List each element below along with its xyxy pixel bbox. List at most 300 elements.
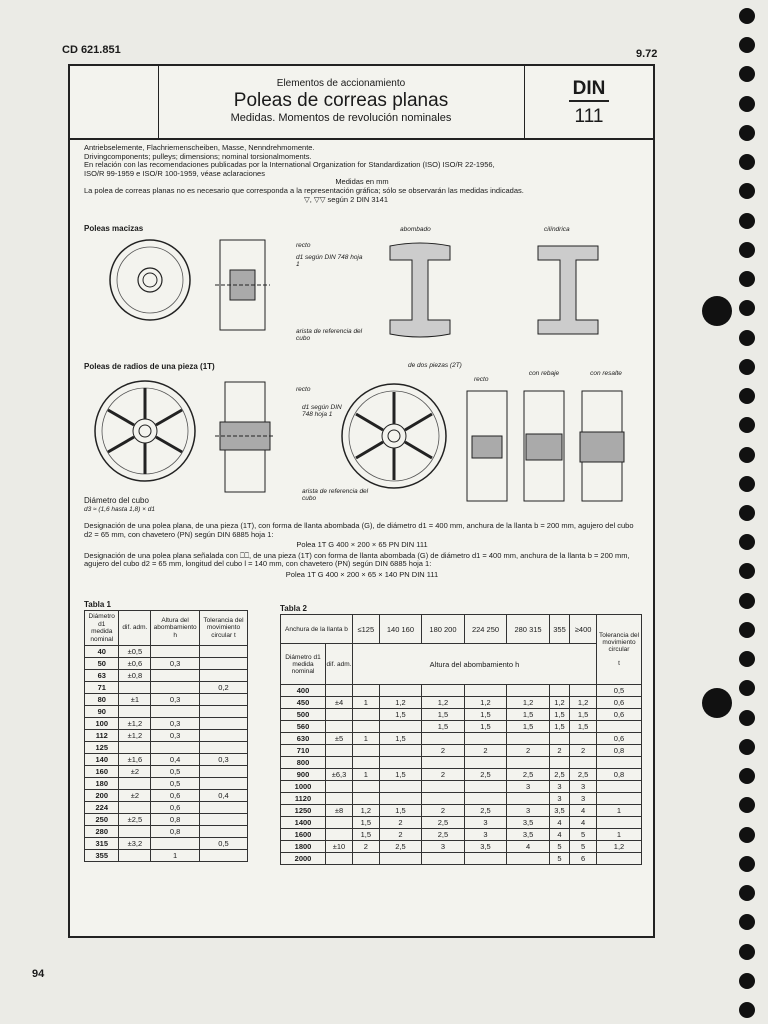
- table1-cell-h: 0,3: [151, 718, 200, 730]
- table1-cell-d: 40: [85, 646, 119, 658]
- table1-row: [85, 838, 248, 850]
- table1-cell-dif: [119, 802, 151, 814]
- table2-cell-value: 4: [570, 817, 597, 829]
- table2-cell-d: 450: [281, 697, 326, 709]
- table2-cell-value: [353, 793, 380, 805]
- classification-code: CD 621.851: [62, 44, 121, 56]
- t2-head-anchura: Anchura de la llanta b: [281, 615, 353, 644]
- table2-cell-d: 1000: [281, 781, 326, 793]
- table1-cell-h: 0,5: [151, 778, 200, 790]
- table2-cell-value: [507, 733, 550, 745]
- table2-row: [281, 733, 642, 745]
- table2-cell-value: 1,2: [570, 697, 597, 709]
- table1-cell-d: 100: [85, 718, 119, 730]
- table1-row: [85, 730, 248, 742]
- table1-cell-t: [199, 694, 247, 706]
- table2-row: [281, 697, 642, 709]
- hub-diameter-formula: d3 ≈ (1,6 hasta 1,8) × d1: [84, 506, 155, 513]
- table2-cell-value: 5: [549, 841, 569, 853]
- table2-cell-value: 6: [570, 853, 597, 865]
- table2-cell-dif: [326, 817, 353, 829]
- table2-cell-value: 3: [549, 793, 569, 805]
- table1-cell-dif: [119, 850, 151, 862]
- table2-cell-t: [597, 853, 642, 865]
- table1-cell-d: 112: [85, 730, 119, 742]
- table1-cell-t: [199, 778, 247, 790]
- sheet-header: [70, 66, 653, 140]
- table2-row: [281, 769, 642, 781]
- table2-cell-value: [570, 757, 597, 769]
- table1-cell-dif: ±2: [119, 766, 151, 778]
- table2-cell-dif: [326, 685, 353, 697]
- table1-cell-h: 0,6: [151, 790, 200, 802]
- table2-cell-value: 1,2: [422, 697, 465, 709]
- table2-cell-value: 1,2: [549, 697, 569, 709]
- table1-cell-t: [199, 850, 247, 862]
- table2-cell-value: 1,5: [507, 709, 550, 721]
- table1-cell-t: 0,5: [199, 838, 247, 850]
- table1-cell-h: 1: [151, 850, 200, 862]
- table2-cell-value: [422, 733, 465, 745]
- t1-head-dif: dif. adm.: [119, 611, 151, 646]
- table2-cell-value: 2,5: [379, 841, 422, 853]
- table2-cell-value: 2: [570, 745, 597, 757]
- table2-cell-value: 1,5: [379, 805, 422, 817]
- label-recto: recto: [296, 242, 311, 249]
- label-din748: d1 según DIN 748 hoja 1: [296, 254, 363, 268]
- table1-row: [85, 682, 248, 694]
- table1-row: [85, 694, 248, 706]
- solid-pulley-front-view: [100, 236, 200, 326]
- table2-cell-d: 1120: [281, 793, 326, 805]
- table2-cell-d: 710: [281, 745, 326, 757]
- table2-cell-value: 4: [549, 829, 569, 841]
- table1-cell-d: 140: [85, 754, 119, 766]
- table2-cell-dif: [326, 793, 353, 805]
- label-two-piece: de dos piezas (2T): [408, 362, 462, 369]
- table1-cell-d: 90: [85, 706, 119, 718]
- crowned-rim-profile: [380, 236, 460, 346]
- table2-cell-dif: [326, 745, 353, 757]
- table1-cell-d: 280: [85, 826, 119, 838]
- table2-cell-value: 1,5: [379, 733, 422, 745]
- table2-cell-value: 2: [549, 745, 569, 757]
- table2-cell-value: [570, 685, 597, 697]
- table1-cell-h: [151, 838, 200, 850]
- table2-cell-d: 400: [281, 685, 326, 697]
- table2-cell-dif: [326, 721, 353, 733]
- table2-cell-value: [570, 733, 597, 745]
- table2-cell-t: [597, 817, 642, 829]
- table2-cell-value: [464, 685, 507, 697]
- label-shoulder: con resalte: [590, 370, 622, 377]
- table1-cell-dif: ±1,2: [119, 730, 151, 742]
- table2-cell-d: 630: [281, 733, 326, 745]
- table2-cell-value: 2: [422, 745, 465, 757]
- table2-cell-value: 1,5: [464, 709, 507, 721]
- table2-cell-value: [464, 793, 507, 805]
- table2-cell-d: 560: [281, 721, 326, 733]
- table2-cell-value: [507, 685, 550, 697]
- table2-cell-dif: ±6,3: [326, 769, 353, 781]
- table2-row: [281, 853, 642, 865]
- table1-cell-d: 224: [85, 802, 119, 814]
- table2-cell-t: 1: [597, 829, 642, 841]
- table1-cell-t: [199, 814, 247, 826]
- binder-holes: [734, 8, 760, 1018]
- table2-cell-value: 1,5: [422, 709, 465, 721]
- table1-cell-d: 315: [85, 838, 119, 850]
- table2-row: [281, 757, 642, 769]
- table2-cell-value: 2,5: [549, 769, 569, 781]
- table2-row: [281, 805, 642, 817]
- table2-cell-dif: ±10: [326, 841, 353, 853]
- table2-cell-value: [464, 781, 507, 793]
- table2-cell-value: 2,5: [422, 817, 465, 829]
- table2-cell-value: 2: [353, 841, 380, 853]
- t2-col-3: 224 250: [464, 615, 507, 644]
- header-category: Elementos de accionamiento: [276, 78, 406, 89]
- table2-cell-value: 1,2: [507, 697, 550, 709]
- table1-cell-dif: ±2,5: [119, 814, 151, 826]
- table1-cell-t: 0,3: [199, 754, 247, 766]
- table2-cell-value: [507, 853, 550, 865]
- table1-row: [85, 754, 248, 766]
- table2-row: [281, 829, 642, 841]
- table2-cell-value: 3: [464, 829, 507, 841]
- table1-row: [85, 742, 248, 754]
- page-number: 94: [32, 968, 45, 980]
- table2-cell-value: [353, 685, 380, 697]
- table1-cell-dif: ±0,6: [119, 658, 151, 670]
- table2-cell-d: 1250: [281, 805, 326, 817]
- t2-col-1: 140 160: [379, 615, 422, 644]
- section-solid-pulleys: Poleas macizas: [84, 224, 144, 233]
- table1-cell-t: [199, 730, 247, 742]
- table2-cell-d: 2000: [281, 853, 326, 865]
- table2-cell-value: [422, 793, 465, 805]
- table2-cell-value: 1: [353, 769, 380, 781]
- label-straight: recto: [474, 376, 489, 383]
- table2-row: [281, 745, 642, 757]
- table1-cell-d: 125: [85, 742, 119, 754]
- two-piece-hub-variants: [462, 386, 632, 506]
- table1-row: [85, 850, 248, 862]
- table2-row: [281, 817, 642, 829]
- table2-cell-value: [379, 685, 422, 697]
- section-spoked-pulleys: Poleas de radios de una pieza (1T): [84, 362, 215, 371]
- table1-cell-dif: ±2: [119, 790, 151, 802]
- surface-note: ▽, ▽▽ según 2 DIN 3141: [304, 194, 389, 204]
- table1-cell-t: 0,4: [199, 790, 247, 802]
- general-note: La polea de correas planas no es necesario que corresponda a la representación gráfica; sólo se observarán las medidas indicadas.: [84, 185, 524, 195]
- table2-cell-value: 1,5: [570, 721, 597, 733]
- table2-cell-value: [422, 685, 465, 697]
- table1-cell-dif: [119, 706, 151, 718]
- t1-head-altura: Altura del abombamiento h: [151, 611, 200, 646]
- label-din748-2: d1 según DIN 748 hoja 1: [302, 404, 342, 418]
- t1-head-diam: Diámetro d1 medida nominal: [85, 611, 119, 646]
- page-subtitle: Medidas. Momentos de revolución nominales: [230, 112, 452, 124]
- table1-cell-dif: [119, 742, 151, 754]
- table2-cell-t: 1: [597, 805, 642, 817]
- table2-cell-value: 3: [570, 793, 597, 805]
- table1-cell-h: [151, 646, 200, 658]
- table1-cell-dif: ±0,8: [119, 670, 151, 682]
- table1-cell-t: [199, 826, 247, 838]
- t2-col-5: 355: [549, 615, 569, 644]
- table1-cell-dif: ±1: [119, 694, 151, 706]
- table2-row: [281, 709, 642, 721]
- table2-cell-value: 2: [379, 817, 422, 829]
- table1-cell-d: 80: [85, 694, 119, 706]
- table1-cell-t: [199, 658, 247, 670]
- table2-cell-value: 1,5: [353, 817, 380, 829]
- table2-cell-t: 0,6: [597, 709, 642, 721]
- table1-row: [85, 766, 248, 778]
- table1-row: [85, 670, 248, 682]
- table1-cell-d: 160: [85, 766, 119, 778]
- table2-cell-value: 1,5: [570, 709, 597, 721]
- table2-cell-value: 2: [507, 745, 550, 757]
- table1-cell-dif: ±3,2: [119, 838, 151, 850]
- table2-cell-value: 4: [507, 841, 550, 853]
- t1-head-tol: Tolerancia del movimiento circular t: [199, 611, 247, 646]
- table1-cell-h: 0,3: [151, 658, 200, 670]
- table2-cell-value: 3,5: [549, 805, 569, 817]
- table2-cell-value: 1: [353, 733, 380, 745]
- t2-col-0: ≤125: [353, 615, 380, 644]
- table2-cell-value: [379, 853, 422, 865]
- table2-cell-value: [353, 745, 380, 757]
- t2-head-tol: Tolerancia del movimiento circular t: [597, 615, 642, 685]
- table2-cell-t: 0,6: [597, 697, 642, 709]
- table2-cell-value: [353, 781, 380, 793]
- table2-cell-value: 3,5: [507, 829, 550, 841]
- table2-cell-value: 1,5: [379, 769, 422, 781]
- table2-row: [281, 685, 642, 697]
- hub-diameter-label: Diámetro del cubo: [84, 496, 149, 505]
- table2-cell-t: 1,2: [597, 841, 642, 853]
- table1-cell-h: [151, 670, 200, 682]
- spoked-pulley-front-view-2: [338, 380, 450, 492]
- table1-row: [85, 646, 248, 658]
- table1-cell-t: [199, 706, 247, 718]
- punch-hole: [702, 296, 732, 326]
- table1-cell-dif: [119, 682, 151, 694]
- table2-cell-dif: [326, 757, 353, 769]
- table2-cell-value: 1,5: [549, 721, 569, 733]
- label-hub-edge-2: arista de referencia del cubo: [302, 488, 369, 502]
- table2-cell-value: 1,2: [353, 805, 380, 817]
- t2-head-altura: Altura del abombamiento h: [353, 644, 597, 685]
- table2-cell-value: [549, 733, 569, 745]
- table2-cell-value: [353, 757, 380, 769]
- table2-cell-d: 800: [281, 757, 326, 769]
- table2-cell-d: 900: [281, 769, 326, 781]
- table2-cell-value: 3,5: [507, 817, 550, 829]
- table2-cell-value: [379, 757, 422, 769]
- din-label: DIN: [569, 78, 610, 102]
- table1-cell-t: [199, 718, 247, 730]
- table2-cell-value: 3: [464, 817, 507, 829]
- label-recess: con rebaje: [528, 370, 560, 377]
- table1-cell-d: 71: [85, 682, 119, 694]
- table2-cell-value: 2: [464, 745, 507, 757]
- spoked-pulley-section: [210, 372, 310, 502]
- table2-cell-value: 2,5: [422, 829, 465, 841]
- table1-cell-h: [151, 706, 200, 718]
- table2-cell-value: [422, 757, 465, 769]
- table1-cell-dif: [119, 826, 151, 838]
- table2-cell-value: 3: [507, 781, 550, 793]
- intro-text: Antriebselemente, Flachriemenscheiben, Masse, Nenndrehmomente. Drivingcomponents; pulleys; dimensions; nominal torsionalmoments. En relación con las recomendaciones publicadas por la International Organization for Standardization (ISO) ISO/R 22-1956, ISO/R 99-1959 e ISO/R 100-1959, véase aclaraciones Medidas en mm La polea de correas planas no es necesario que corresponda a la representación gráfica; sólo se observarán las medidas indicadas. ▽, ▽▽ según 2 DIN 3141: [84, 144, 640, 204]
- table2-cell-dif: ±8: [326, 805, 353, 817]
- table2-cell-value: 2,5: [464, 805, 507, 817]
- table2-row: [281, 793, 642, 805]
- table-1: [84, 610, 248, 862]
- table2-cell-value: [549, 685, 569, 697]
- table2-cell-value: 1: [353, 697, 380, 709]
- table1-cell-dif: ±1,6: [119, 754, 151, 766]
- table2-cell-value: [507, 757, 550, 769]
- table2-cell-t: 0,8: [597, 769, 642, 781]
- label-hub-edge: arista de referencia del cubo: [296, 328, 363, 342]
- table2-cell-value: [507, 793, 550, 805]
- table2-cell-value: 1,2: [379, 697, 422, 709]
- table2-cell-dif: [326, 781, 353, 793]
- table1-cell-h: 0,6: [151, 802, 200, 814]
- table1-row: [85, 826, 248, 838]
- label-recto-2: recto: [296, 386, 311, 393]
- table2-cell-value: [464, 733, 507, 745]
- table1-cell-dif: ±1,2: [119, 718, 151, 730]
- table1-cell-h: 0,3: [151, 694, 200, 706]
- table2-cell-value: 4: [549, 817, 569, 829]
- table1-row: [85, 718, 248, 730]
- table2-row: [281, 781, 642, 793]
- table1-row: [85, 778, 248, 790]
- table2-cell-d: 1800: [281, 841, 326, 853]
- table2-cell-value: 5: [570, 841, 597, 853]
- table2-cell-value: 1,5: [464, 721, 507, 733]
- table2-cell-value: [422, 781, 465, 793]
- label-cylindrical: cilíndrica: [544, 226, 570, 233]
- table2-cell-d: 1600: [281, 829, 326, 841]
- table2-cell-value: 2,5: [507, 769, 550, 781]
- table2-cell-value: 2,5: [464, 769, 507, 781]
- cylindrical-rim-profile: [528, 236, 608, 346]
- table1-cell-h: 0,8: [151, 814, 200, 826]
- table1-cell-h: 0,4: [151, 754, 200, 766]
- table2-cell-value: [422, 853, 465, 865]
- table1-row: [85, 814, 248, 826]
- table2-cell-value: 1,2: [464, 697, 507, 709]
- din-sheet: [68, 64, 655, 938]
- table1-cell-h: 0,5: [151, 766, 200, 778]
- table2-cell-d: 500: [281, 709, 326, 721]
- table2-cell-t: [597, 793, 642, 805]
- table1-row: [85, 790, 248, 802]
- table2-cell-value: [379, 793, 422, 805]
- table2-cell-value: [464, 853, 507, 865]
- table2-cell-t: 0,5: [597, 685, 642, 697]
- table1-cell-t: [199, 670, 247, 682]
- table1-cell-d: 200: [85, 790, 119, 802]
- table1-cell-d: 63: [85, 670, 119, 682]
- table2-cell-value: 2: [422, 769, 465, 781]
- table1-cell-h: 0,8: [151, 826, 200, 838]
- table1-cell-h: 0,3: [151, 730, 200, 742]
- table2-cell-t: [597, 721, 642, 733]
- table1-cell-t: [199, 646, 247, 658]
- table-2: [280, 614, 642, 865]
- table2-cell-value: [379, 721, 422, 733]
- table1-cell-dif: [119, 778, 151, 790]
- table2-cell-value: 3: [549, 781, 569, 793]
- table1-cell-t: [199, 766, 247, 778]
- table1-cell-dif: ±0,5: [119, 646, 151, 658]
- table2-cell-t: 0,8: [597, 745, 642, 757]
- table2-cell-value: [353, 721, 380, 733]
- t2-col-4: 280 315: [507, 615, 550, 644]
- spoked-pulley-front-view: [90, 376, 200, 486]
- table2-cell-value: 3,5: [464, 841, 507, 853]
- table2-cell-t: [597, 781, 642, 793]
- table2-cell-value: 5: [549, 853, 569, 865]
- table1-cell-t: [199, 742, 247, 754]
- table2-row: [281, 721, 642, 733]
- table2-row: [281, 841, 642, 853]
- table2-cell-value: 5: [570, 829, 597, 841]
- table2-cell-t: 0,6: [597, 733, 642, 745]
- table2-cell-dif: [326, 829, 353, 841]
- table2-cell-value: [379, 781, 422, 793]
- table2-cell-dif: ±5: [326, 733, 353, 745]
- table1-cell-t: 0,2: [199, 682, 247, 694]
- table2-cell-value: 2: [422, 805, 465, 817]
- table2-cell-value: [353, 853, 380, 865]
- table1-cell-d: 180: [85, 778, 119, 790]
- table2-cell-value: 3: [422, 841, 465, 853]
- solid-pulley-section: [210, 230, 310, 350]
- table2-cell-value: 3: [507, 805, 550, 817]
- table1-row: [85, 802, 248, 814]
- table1-row: [85, 658, 248, 670]
- table2-cell-value: 2: [379, 829, 422, 841]
- din-number: 111: [574, 106, 604, 127]
- t2-col-6: ≥400: [570, 615, 597, 644]
- table2-cell-value: 1,5: [507, 721, 550, 733]
- table2-cell-d: 1400: [281, 817, 326, 829]
- table1-cell-d: 355: [85, 850, 119, 862]
- t2-col-2: 180 200: [422, 615, 465, 644]
- table2-cell-value: 1,5: [379, 709, 422, 721]
- table1-row: [85, 706, 248, 718]
- table2-title: Tabla 2: [280, 604, 307, 613]
- table1-cell-t: [199, 802, 247, 814]
- date-code: 9.72: [636, 48, 658, 60]
- table2-cell-value: 1,5: [353, 829, 380, 841]
- table2-cell-dif: [326, 853, 353, 865]
- units-note: Medidas en mm: [335, 177, 389, 187]
- table2-cell-value: 2,5: [570, 769, 597, 781]
- table2-cell-value: 4: [570, 805, 597, 817]
- table2-cell-value: [549, 757, 569, 769]
- table1-cell-h: [151, 742, 200, 754]
- designation-text: Designación de una polea plana, de una pieza (1T), con forma de llanta abombada (G), de diámetro d1 = 400 mm, anchura de la llanta b = 200 mm, agujero del cubo d2 = 65 mm, con chavetero (PN) según DIN 6885 hoja 1: Polea 1T G 400 × 200 × 65 PN DIN 111 Designación de una polea plana señalada con ⎕⎕, de una pieza (1T) con forma de llanta abombada (G) de diámetro d1 = 400 mm, anchura de la llanta b = 200 mm, agujero del cubo d2 = 65 mm, longitud del cubo l = 140 mm, con chavetero (PN) según DIN 6885 hoja 1: Polea 1T G 400 × 200 × 65 × 140 PN DIN 111: [84, 521, 634, 579]
- table2-cell-value: [464, 757, 507, 769]
